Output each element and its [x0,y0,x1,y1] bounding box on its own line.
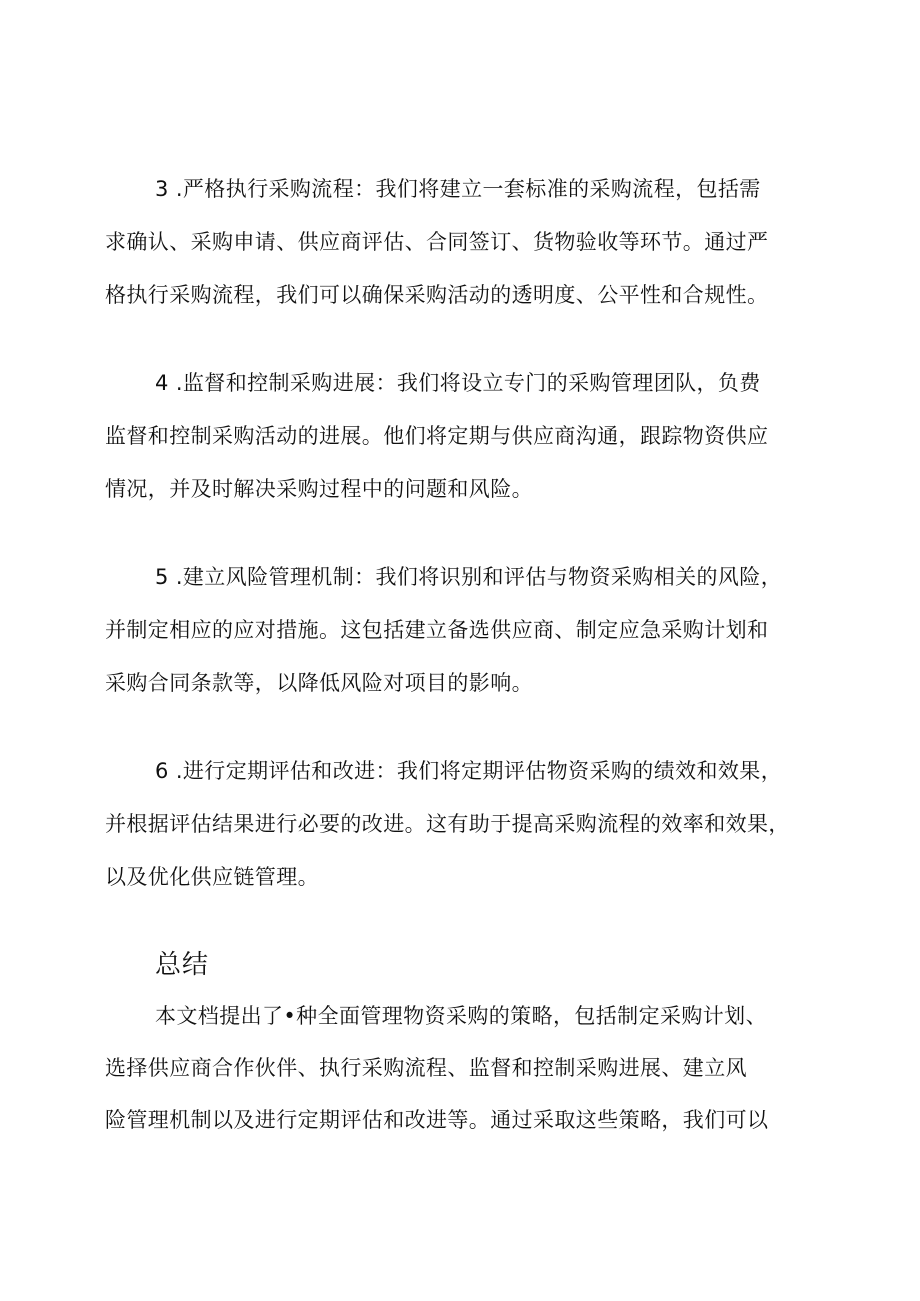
paragraph-line: 监督和控制采购活动的进展。他们将定期与供应商沟通，跟踪物资供应 [105,424,769,448]
paragraph-line: 格执行采购流程，我们可以确保采购活动的透明度、公平性和合规性。 [105,283,769,307]
paragraph-line: 情况，并及时解决采购过程中的问题和风险。 [105,477,533,501]
paragraph-item-5 [105,551,825,710]
paragraph-line: 以及优化供应链管理。 [105,865,319,889]
paragraph-line: 4 .监督和控制采购进展：我们将设立专门的采购管理团队，负费 [155,371,761,395]
paragraph-item-4 [105,357,825,516]
paragraph-line: 本文档提出了•种全面管理物资采购的策略，包括制定采购计划、 [155,1004,767,1028]
paragraph-line: 选择供应商合作伙伴、执行采购流程、监督和控制采购进展、建立风 [105,1056,747,1080]
paragraph-line: 3 .严格执行采购流程：我们将建立一套标准的采购流程，包括需 [155,177,761,201]
paragraph-line: 6 .进行定期评估和改进：我们将定期评估物资采购的绩效和效果， [155,759,783,783]
paragraph-line: 采购合同条款等，以降低风险对项目的影响。 [105,671,533,695]
paragraph-item-3 [105,163,825,322]
paragraph-line: 险管理机制以及进行定期评估和改进等。通过采取这些策略，我们可以 [105,1108,769,1132]
summary-paragraph [105,990,825,1146]
summary-heading: 总结 [155,950,210,980]
paragraph-line: 并制定相应的应对措施。这包括建立备选供应商、制定应急采购计划和 [105,618,769,642]
paragraph-line: 求确认、采购申请、供应商评估、合同签订、货物验收等环节。通过严 [105,230,769,254]
paragraph-line: 并根据评估结果进行必要的改进。这有助于提高采购流程的效率和效果， [105,812,790,836]
paragraph-item-6 [105,745,825,904]
paragraph-line: 5 .建立风险管理机制：我们将识别和评估与物资采购相关的风险， [155,565,783,589]
